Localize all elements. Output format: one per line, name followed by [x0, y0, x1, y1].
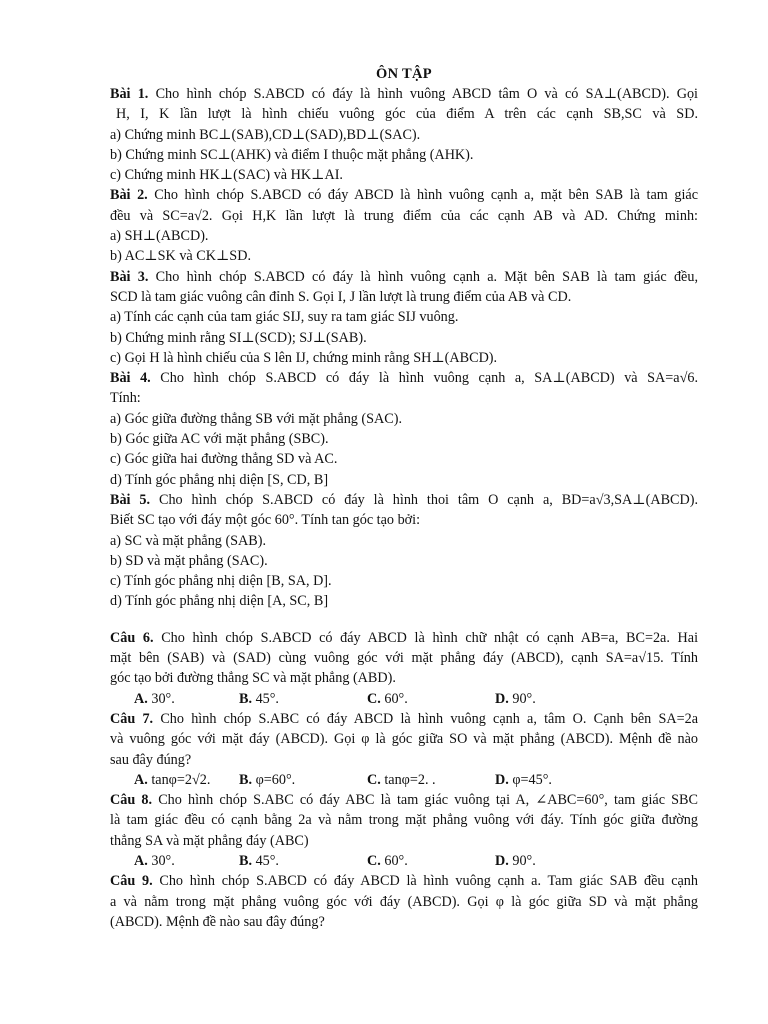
bai3-part-b: b) Chứng minh rằng SI⊥(SCD); SJ⊥(SAB).: [110, 329, 367, 346]
cau6-option-d: D. 90°.: [495, 690, 536, 707]
cau6-option-b: B. 45°.: [239, 690, 279, 707]
cau8-option-d: D. 90°.: [495, 852, 536, 869]
bai4-part-c: c) Góc giữa hai đường thẳng SD và AC.: [110, 451, 338, 468]
bai2-label: Bài 2.: [110, 187, 148, 204]
cau6-stem: Câu 6. Cho hình chóp S.ABCD có đáy ABCD là hình chữ nhật có cạnh AB=a, BC=2a. Hai: [110, 629, 699, 646]
bai1-label: Bài 1.: [110, 86, 149, 102]
bai5-part-b: b) SD và mặt phẳng (SAC).: [110, 552, 268, 569]
bai4-part-d: d) Tính góc phẳng nhị diện [S, CD, B]: [110, 471, 329, 488]
bai5-part-d: d) Tính góc phẳng nhị diện [A, SC, B]: [110, 593, 329, 610]
cau8-label: Câu 8.: [110, 792, 153, 809]
bai3-intro: Bài 3. Cho hình chóp S.ABCD có đáy là hình vuông cạnh a. Mặt bên SAB là tam giác đều,: [110, 268, 698, 285]
bai5-part-c: c) Tính góc phẳng nhị diện [B, SA, D].: [110, 573, 332, 590]
cau7-stem-end: sau đây đúng?: [110, 751, 192, 768]
bai4-intro-cont: Tính:: [110, 390, 141, 407]
cau9-label: Câu 9.: [110, 873, 153, 890]
bai2-part-b: b) AC⊥SK và CK⊥SD.: [110, 248, 251, 265]
cau7-option-a: A. tanφ=2√2.: [134, 771, 211, 788]
cau9-stem-end: (ABCD). Mệnh đề nào sau đây đúng?: [110, 913, 325, 930]
cau8-option-a: A. 30°.: [134, 852, 175, 869]
bai1-part-a: a) Chứng minh BC⊥(SAB),CD⊥(SAD),BD⊥(SAC).: [110, 126, 421, 143]
cau7-stem: Câu 7. Cho hình chóp S.ABC có đáy ABCD là hình vuông cạnh a, tâm O. Cạnh bên SA=2a: [110, 710, 699, 727]
page-title: ÔN TẬP: [376, 66, 432, 82]
cau9-stem-cont: a và nằm trong mặt phẳng vuông góc với đáy (ABCD). Gọi φ là góc giữa SD và mặt phẳng: [110, 893, 698, 910]
bai2-part-a: a) SH⊥(ABCD).: [110, 228, 209, 245]
cau6-stem-cont: mặt bên (SAB) và (SAD) cùng vuông góc với mặt phẳng đáy (ABCD), cạnh SA=a√15. Tính: [110, 650, 698, 667]
bai4-part-a: a) Góc giữa đường thẳng SB với mặt phẳng (SAC).: [110, 410, 403, 427]
cau6-label: Câu 6.: [110, 629, 154, 646]
cau7-stem-cont: và vuông góc với mặt đáy (ABCD). Gọi φ là góc giữa SO và mặt phẳng (ABCD). Mệnh đề nào: [110, 731, 698, 748]
bai3-intro-cont: SCD là tam giác vuông cân đỉnh S. Gọi I, J lần lượt là trung điểm của AB và CD.: [110, 288, 572, 305]
cau7-option-b: B. φ=60°.: [239, 771, 296, 788]
bai3-part-a: a) Tính các cạnh của tam giác SIJ, suy ra tam giác SIJ vuông.: [110, 309, 459, 326]
cau7-option-c: C. tanφ=2. .: [367, 771, 436, 788]
bai1-intro: Bài 1. Cho hình chóp S.ABCD có đáy là hình vuông ABCD tâm O và có SA⊥(ABCD). Gọi: [110, 86, 698, 102]
bai4-label: Bài 4.: [110, 370, 151, 387]
cau8-stem-cont: là tam giác đều có cạnh bằng 2a và nằm trong mặt phẳng vuông với đáy. Tính góc giữa đường: [110, 812, 698, 829]
cau6-option-c: C. 60°.: [367, 690, 408, 707]
worksheet: [110, 66, 698, 932]
bai5-label: Bài 5.: [110, 491, 151, 508]
bai2-intro: Bài 2. Cho hình chóp S.ABCD có đáy ABCD là hình vuông cạnh a, mặt bên SAB là tam giác: [110, 187, 698, 204]
section-gap: [110, 612, 698, 628]
cau9-stem: Câu 9. Cho hình chóp S.ABCD có đáy ABCD là hình vuông cạnh a. Tam giác SAB đều cạnh: [110, 873, 698, 890]
cau7-label: Câu 7.: [110, 710, 154, 727]
cau8-option-c: C. 60°.: [367, 852, 408, 869]
cau6-options: [110, 689, 698, 709]
cau8-stem: Câu 8. Cho hình chóp S.ABC có đáy ABC là tam giác vuông tại A, ∠ABC=60°, tam giác SBC: [110, 792, 698, 809]
bai1-part-c: c) Chứng minh HK⊥(SAC) và HK⊥AI.: [110, 167, 343, 184]
cau7-option-d: D. φ=45°.: [495, 771, 552, 788]
cau6-stem-end: góc tạo bởi đường thẳng SC và mặt phẳng (ABD).: [110, 670, 396, 687]
bai3-label: Bài 3.: [110, 268, 149, 285]
bai5-part-a: a) SC và mặt phẳng (SAB).: [110, 532, 267, 549]
bai1-intro-cont: H, I, K lần lượt là hình chiếu vuông góc của điểm A trên các cạnh SB,SC và SD.: [116, 106, 698, 123]
cau6-option-a: A. 30°.: [134, 690, 175, 707]
cau8-option-b: B. 45°.: [239, 852, 279, 869]
bai4-intro: Bài 4. Cho hình chóp S.ABCD có đáy là hình vuông cạnh a, SA⊥(ABCD) và SA=a√6.: [110, 370, 699, 387]
cau8-stem-end: thẳng SA và mặt phẳng đáy (ABC): [110, 832, 309, 849]
bai4-part-b: b) Góc giữa AC với mặt phẳng (SBC).: [110, 431, 329, 448]
bai3-part-c: c) Gọi H là hình chiếu của S lên IJ, chứng minh rằng SH⊥(ABCD).: [110, 349, 498, 366]
bai5-intro: Bài 5. Cho hình chóp S.ABCD có đáy là hình thoi tâm O cạnh a, BD=a√3,SA⊥(ABCD).: [110, 491, 699, 508]
bai1-part-b: b) Chứng minh SC⊥(AHK) và điểm I thuộc mặt phẳng (AHK).: [110, 146, 474, 163]
bai5-intro-cont: Biết SC tạo với đáy một góc 60°. Tính tan góc tạo bởi:: [110, 512, 421, 529]
cau7-options: [110, 770, 698, 790]
cau8-options: [110, 851, 698, 871]
bai2-intro-cont: đều và SC=a√2. Gọi H,K lần lượt là trung điểm của các cạnh AB và AD. Chứng minh:: [110, 207, 698, 224]
